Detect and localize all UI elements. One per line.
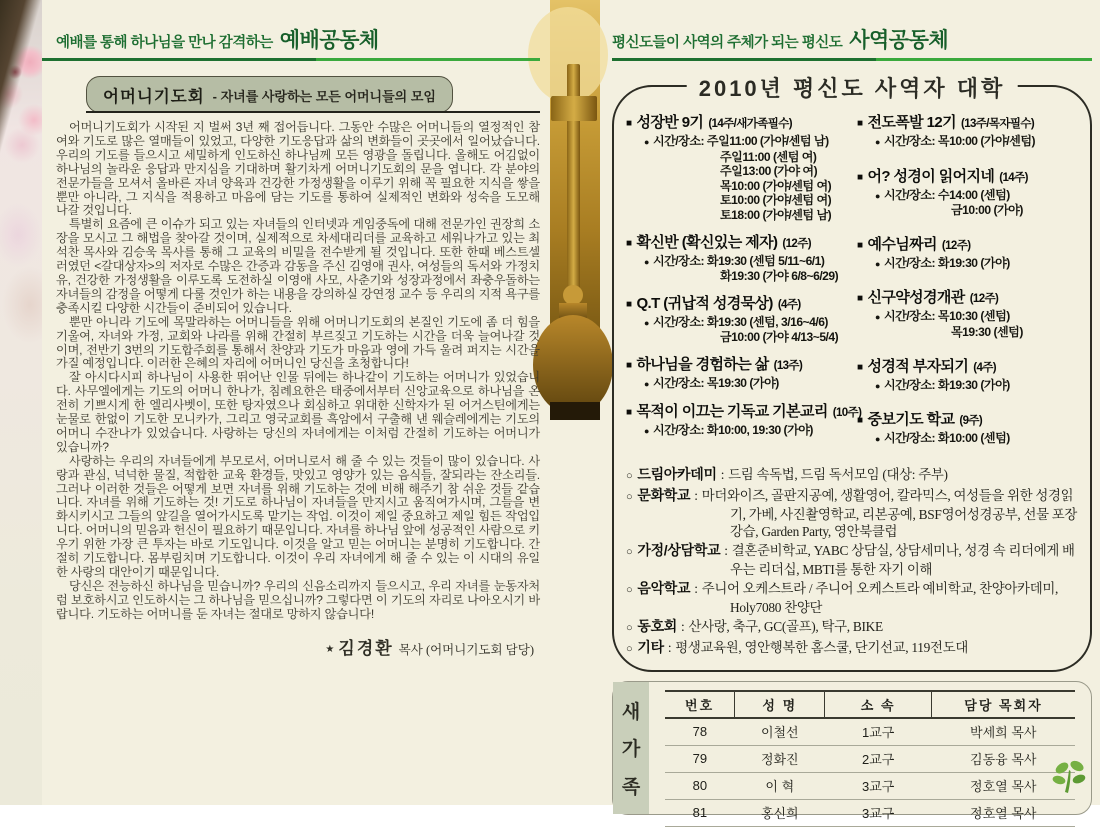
right-header-prefix: 평신도들이 사역의 주체가 되는 평신도: [612, 35, 843, 51]
left-page: [56, 24, 540, 659]
course-column-right: [857, 111, 1080, 462]
dot-bullet-icon: ●: [875, 312, 880, 323]
golden-cross-image: [550, 0, 600, 420]
square-bullet-icon: ■: [857, 415, 863, 427]
course-weeks: (12주): [969, 293, 999, 306]
circle-bullet-icon: ○: [626, 490, 633, 503]
course-weeks: (4주): [777, 298, 801, 311]
table-row: [665, 799, 1075, 826]
course-time: ● 시간/장소: 화19:30 (센텀 5/11~6/1): [644, 253, 825, 268]
extra-text: 산사랑, 축구, GC(골프), 탁구, BIKE: [688, 618, 883, 634]
col-header-group: 소 속: [825, 691, 932, 718]
course-weeks: (4주): [973, 361, 997, 374]
extra-item: ○ 문화학교 : 마더와이즈, 골판지공예, 생활영어, 칼라믹스, 여성들을 위한 성경읽기, 가베, 사진촬영학교, 리본공예, BSF영어성경공부, 선물 포장 강습, Garden Party, 영안북클럽: [626, 486, 1078, 539]
table-cell: 81: [665, 799, 735, 826]
course-name: 하나님을 경험하는 삶: [636, 355, 769, 373]
signature-name: 김경환: [338, 638, 394, 658]
course-time: 금10:00 (가야): [951, 203, 1023, 218]
square-bullet-icon: ■: [857, 293, 863, 305]
dot-bullet-icon: ●: [644, 317, 649, 328]
extra-item: ○ 기타 : 평생교육원, 영안행복한 홈스쿨, 단기선교, 119전도대: [626, 638, 968, 655]
body-paragraph: 어머니기도회가 시작된 지 벌써 3년 째 접어듭니다. 그동안 수많은 어머니들의 열정적인 참여와 기도로 많은 열매들이 있었고, 다양한 기도응답과 삶의 변화들이 곳곳에서 일어났습니다. 우리의 기도를 들으시고 세밀하게 인도하신 하나님께 모든 영광을 돌립니다. 올해도 어김없이 하나님의 놀라운 응답과 만지심을 기대하며 활기차게 어머니기도회의 문을 엽니다. 각 분야의 전문가들을 모셔서 올바른 자녀 양육과 건강한 가정생활을 이루기 위해 꼭 필요한 지식을 쌓을 뿐만 아니라, 그 지식을 적용하고 마음에 담는 기도를 통하여 실제적인 변화와 성숙을 도모해 나갈 것입니다.: [56, 120, 540, 218]
dot-bullet-icon: ●: [875, 434, 880, 445]
course-name: 중보기도 학교: [867, 411, 955, 429]
course-time: 화19:30 (가야 6/8~6/29): [720, 269, 839, 284]
dot-bullet-icon: ●: [644, 378, 649, 389]
course-time: ● 시간/장소: 화19:30 (센텀, 3/16~4/6): [644, 314, 828, 329]
col-header-pastor: 담당 목회자: [931, 691, 1075, 718]
extra-label: 가정/상담학교: [637, 541, 721, 558]
table-cell: 정호열 목사: [931, 799, 1075, 826]
course-weeks: (9주): [959, 415, 983, 428]
extra-item: ○ 동호회 : 산사랑, 축구, GC(골프), 탁구, BIKE: [626, 617, 883, 634]
dot-bullet-icon: ●: [644, 425, 649, 436]
body-paragraph: 당신은 전능하신 하나님을 믿습니까? 우리의 신음소리까지 들으시고, 우리 자녀를 눈동자처럼 보호하시고 인도하시는 그 하나님을 믿으십니까? 그렇다면 이 기도의 자리로 나아오시기 바랍니다. 기도하는 어머니를 둔 자녀는 절대로 망하지 않습니다!: [56, 578, 540, 621]
right-page-header: [612, 24, 1092, 54]
star-icon: ★: [325, 643, 335, 655]
course-item: [857, 286, 1080, 339]
course-column-left: [626, 111, 862, 462]
left-header-underline: [42, 58, 540, 61]
new-family-table-wrap: [649, 682, 1091, 822]
course-item: [626, 231, 849, 284]
table-cell: 80: [665, 772, 735, 799]
square-bullet-icon: ■: [857, 118, 863, 129]
table-cell: 1교구: [825, 718, 932, 746]
course-time: 목10:00 (가야/센텀 여): [720, 178, 832, 193]
course-item: [857, 111, 1080, 150]
table-cell: 이 혁: [735, 772, 825, 799]
article-signature: [56, 634, 540, 659]
section-title-row: [56, 76, 540, 113]
course-time: 토10:00 (가야/센텀 여): [720, 193, 832, 208]
body-paragraph: 사랑하는 우리의 자녀들에게 부모로서, 어머니로서 해 줄 수 있는 것들이 많이 있습니다. 사랑과 관심, 넉넉한 물질, 적합한 교육 환경들, 맛있고 영양가 있는 음식들, 잘되라는 잔소리들. 그러나 이러한 것들은 어떻게 보면 자녀를 위해 기도하는 것에 비해 해주기 참 쉬운 것들 같습니다. 자녀를 위해 기도하는 것! 기도로 하나님이 자녀들을 만지시고 움직여가시며, 그들을 변화시키시고 그들의 앞길을 열어가시도록 맡기는 작업. 이것이 제일 중요하고 제일 힘든 작업입니다. 어머니의 믿음과 헌신이 필요하기 때문입니다. 자녀를 하나님 앞에 성공적인 사람으로 키우기 위한 가장 큰 투자는 바로 기도입니다. 이것을 알고 믿는 어머니는 분명히 기도합니다. 간절히 기도합니다. 몸부림치며 기도합니다. 이것이 우리 자녀에게 해 줄 수 있는 이 시대의 유일한 사랑의 대안이기 때문입니다.: [56, 453, 540, 579]
dot-bullet-icon: ●: [875, 258, 880, 269]
course-time: ● 시간/장소: 목10:00 (가야/센텀): [875, 134, 1036, 148]
table-cell: 2교구: [825, 745, 932, 772]
square-bullet-icon: ■: [857, 239, 863, 251]
course-name: 확신반 (확신있는 제자): [636, 233, 778, 251]
sprout-icon: [1052, 758, 1088, 801]
blossom-photo-strip: [0, 0, 42, 805]
table-row: [665, 772, 1075, 799]
course-time: ● 시간/장소: 화10:00, 19:30 (가야): [644, 422, 813, 437]
new-family-table: [665, 690, 1075, 827]
extra-label: 음악학교: [637, 579, 691, 596]
extra-programs: [626, 466, 1080, 658]
extra-label: 드림아카데미: [637, 465, 717, 482]
dot-bullet-icon: ●: [644, 137, 649, 147]
course-name: 어? 성경이 읽어지네: [867, 167, 995, 185]
table-cell: 홍신희: [735, 799, 825, 826]
circle-bullet-icon: ○: [626, 583, 633, 596]
col-header-number: 번호: [665, 691, 735, 718]
course-time: 목19:30 (센텀): [951, 324, 1023, 339]
body-paragraph: 특별히 요즘에 큰 이슈가 되고 있는 자녀들의 인터넷과 게임중독에 대해 전문가인 권장희 소장을 모시고 그 해법을 찾아갈 것이며, 실제적으로 차세대리더를 교육하고 세워나가고 있는 최석찬 목사와 김승욱 목사를 통해 그 교육의 비밀을 전수받게 될 것입니다. 또한 한때 베스트셀러였던 <갈대상자>의 저자로 수많은 간증과 감동을 주신 김영애 권사, 여성들의 독서와 가정치유, 건강한 가정생활을 이루도록 도전하실 이영애 사모, 사춘기와 성장과정에서 좌충우돌하는 자녀들의 감정을 어떻게 다룰 것인가 하는 내용을 강의하실 강연정 교수 등 우리의 지적 욕구를 충족시킬 다양한 시간들이 준비되어 있습니다.: [56, 217, 540, 315]
circle-bullet-icon: ○: [626, 642, 633, 655]
col-header-name: 성 명: [735, 691, 825, 718]
course-weeks: (12주): [782, 237, 811, 250]
left-header-title: 예배공동체: [279, 29, 379, 52]
left-header-prefix: 예배를 통해 하나님을 만나 감격하는: [56, 35, 273, 51]
course-name: 신구약성경개관: [867, 289, 965, 307]
table-cell: 김동융 목사: [931, 745, 1075, 772]
table-row: [665, 718, 1075, 746]
course-item: [626, 353, 849, 392]
body-paragraph: 잘 아시다시피 하나님이 사용한 뛰어난 인물 뒤에는 하나같이 기도하는 어머니가 있었습니다. 사무엘에게는 기도의 어머니 한나가, 침례요한은 태중에서부터 신앙교육으로 하나님을 온전히 기쁘시게 한 엘리사벳이, 또한 탕자였으나 회심하고 위대한 신학자가 된 어거스틴에게는 눈물로 한없이 기도한 모니카가, 그리고 영국교회를 흑암에서 구출해 낸 웨슬레에게는 기도의 어머니 수잔나가 있었습니다. 사랑하는 당신의 자녀에게는 이처럼 간절히 기도하는 어머니가 있습니까?: [56, 370, 540, 454]
table-cell: 79: [665, 745, 735, 772]
extra-item: ○ 드림아카데미 : 드림 속독법, 드림 독서모임 (대상: 주부): [626, 465, 948, 482]
square-bullet-icon: ■: [626, 237, 632, 249]
table-row: [665, 745, 1075, 772]
square-bullet-icon: ■: [626, 359, 632, 371]
extra-item: ○ 음악학교 : 주니어 오케스트라 / 주니어 오케스트라 예비학교, 찬양아카데미, Holy7080 찬양단: [626, 579, 1059, 615]
table-cell: 박세희 목사: [931, 718, 1075, 746]
table-cell: 정화진: [735, 745, 825, 772]
course-name: 성경적 부자되기: [867, 357, 969, 375]
course-time: ● 시간/장소: 목10:30 (센텀): [875, 309, 1010, 324]
course-weeks: (14주): [999, 171, 1028, 184]
circle-bullet-icon: ○: [626, 621, 633, 634]
square-bullet-icon: ■: [626, 406, 632, 418]
course-time: 주일11:00 (센텀 여): [720, 149, 817, 164]
new-family-side-label: 새 가 족: [613, 682, 649, 814]
table-cell: 이철선: [735, 718, 825, 746]
extra-text: 드림 속독법, 드림 독서모임 (대상: 주부): [728, 466, 948, 482]
course-time: ● 시간/장소: 화19:30 (가야): [875, 255, 1010, 270]
square-bullet-icon: ■: [857, 171, 863, 183]
signature-role: 목사 (어머니기도회 담당): [398, 642, 534, 657]
course-item: [626, 111, 849, 223]
right-header-underline: [612, 58, 1092, 61]
course-time: 금10:00 (가야 4/13~5/4): [720, 330, 839, 345]
dot-bullet-icon: ●: [875, 190, 880, 201]
course-name: 예수님짜리: [867, 235, 937, 253]
course-weeks: (13주/목자필수): [960, 118, 1035, 130]
table-header-row: [665, 691, 1075, 718]
table-cell: 3교구: [825, 799, 932, 826]
right-header-title: 사역공동체: [849, 29, 949, 52]
course-item: [626, 292, 849, 345]
course-name: 전도폭발 12기: [867, 114, 956, 131]
dot-bullet-icon: ●: [875, 137, 880, 147]
extra-label: 문화학교: [637, 486, 691, 503]
course-weeks: (12주): [941, 239, 971, 252]
program-box: [612, 76, 1092, 672]
table-cell: 정호열 목사: [931, 772, 1075, 799]
extra-label: 동호회: [637, 617, 678, 634]
course-time: ● 시간/장소: 화10:00 (센텀): [875, 431, 1010, 446]
course-weeks: (10주): [832, 406, 862, 419]
cross-photo-strip: [550, 0, 600, 420]
course-columns: [626, 111, 1080, 462]
right-page: [612, 24, 1092, 822]
course-time: 토18:00 (가야/센텀 남): [720, 207, 832, 222]
table-cell: 78: [665, 718, 735, 746]
new-family-box: [612, 681, 1092, 822]
square-bullet-icon: ■: [626, 298, 632, 310]
square-bullet-icon: ■: [857, 361, 863, 373]
extra-item: ○ 가정/상담학교 : 결혼준비학교, YABC 상담실, 상담세미나, 성경 속 리더에게 배우는 리더십, MBTI를 통한 자기 이해: [626, 541, 1075, 577]
section-underline: [86, 111, 540, 113]
course-time: 주일13:00 (가야 여): [720, 164, 818, 179]
extra-text: 주니어 오케스트라 / 주니어 오케스트라 예비학교, 찬양아카데미, Holy7080 찬양단: [701, 580, 1059, 615]
table-cell: 3교구: [825, 772, 932, 799]
section-subtitle: - 자녀를 사랑하는 모든 어머니들의 모임: [212, 88, 436, 104]
course-item: [857, 355, 1080, 394]
article-body: [56, 121, 540, 622]
course-name: 성장반 9기: [636, 114, 704, 131]
course-time: ● 시간/장소: 화19:30 (가야): [875, 377, 1010, 392]
section-title: 어머니기도회: [103, 88, 205, 106]
dot-bullet-icon: ●: [875, 380, 880, 391]
course-weeks: (13주): [773, 359, 803, 372]
square-bullet-icon: ■: [626, 118, 632, 129]
section-title-box: [86, 76, 453, 113]
circle-bullet-icon: ○: [626, 469, 633, 482]
course-name: Q.T (귀납적 성경묵상): [636, 294, 773, 312]
course-item: [626, 400, 862, 439]
circle-bullet-icon: ○: [626, 545, 633, 558]
course-time: ● 시간/장소: 수14:00 (센텀): [875, 187, 1010, 202]
extra-text: 결혼준비학교, YABC 상담실, 상담세미나, 성경 속 리더에게 배우는 리더십, MBTI를 통한 자기 이해: [730, 542, 1075, 577]
course-item: [857, 408, 1080, 447]
course-item: [857, 233, 1080, 272]
program-title: 2010년 평신도 사역자 대학: [687, 72, 1018, 103]
course-item: [857, 165, 1080, 218]
course-time: ● 시간/장소: 목19:30 (가야): [644, 375, 779, 390]
body-paragraph: 뿐만 아니라 기도에 목말라하는 어머니들을 위해 어머니기도회의 본질인 기도에 좀 더 힘을 기울여, 자녀와 가정, 교회와 나라를 위해 간절히 부르짖고 기도하는 시간을 더욱 늘여나갈 것이며, 전반기 3번의 기도합주회를 통해서 찬양과 기도가 마음과 영에 가득 울려 퍼지는 시간을 가질 예정입니다. 이러한 은혜의 자리에 어머니인 당신을 초청합니다!: [56, 314, 540, 371]
extra-text: 평생교육원, 영안행복한 홈스쿨, 단기선교, 119전도대: [675, 639, 968, 655]
extra-text: 마더와이즈, 골판지공예, 생활영어, 칼라믹스, 여성들을 위한 성경읽기, 가베, 사진촬영학교, 리본공예, BSF영어성경공부, 선물 포장 강습, Garden Party, 영안북클럽: [701, 487, 1078, 539]
course-weeks: (14주/새가족필수): [708, 118, 793, 130]
left-page-header: [56, 24, 540, 54]
extra-label: 기타: [637, 638, 664, 655]
course-name: 목적이 이끄는 기독교 기본교리: [636, 402, 828, 420]
dot-bullet-icon: ●: [644, 256, 649, 267]
course-time: ● 시간/장소: 주일11:00 (가야/센텀 남): [644, 134, 829, 148]
